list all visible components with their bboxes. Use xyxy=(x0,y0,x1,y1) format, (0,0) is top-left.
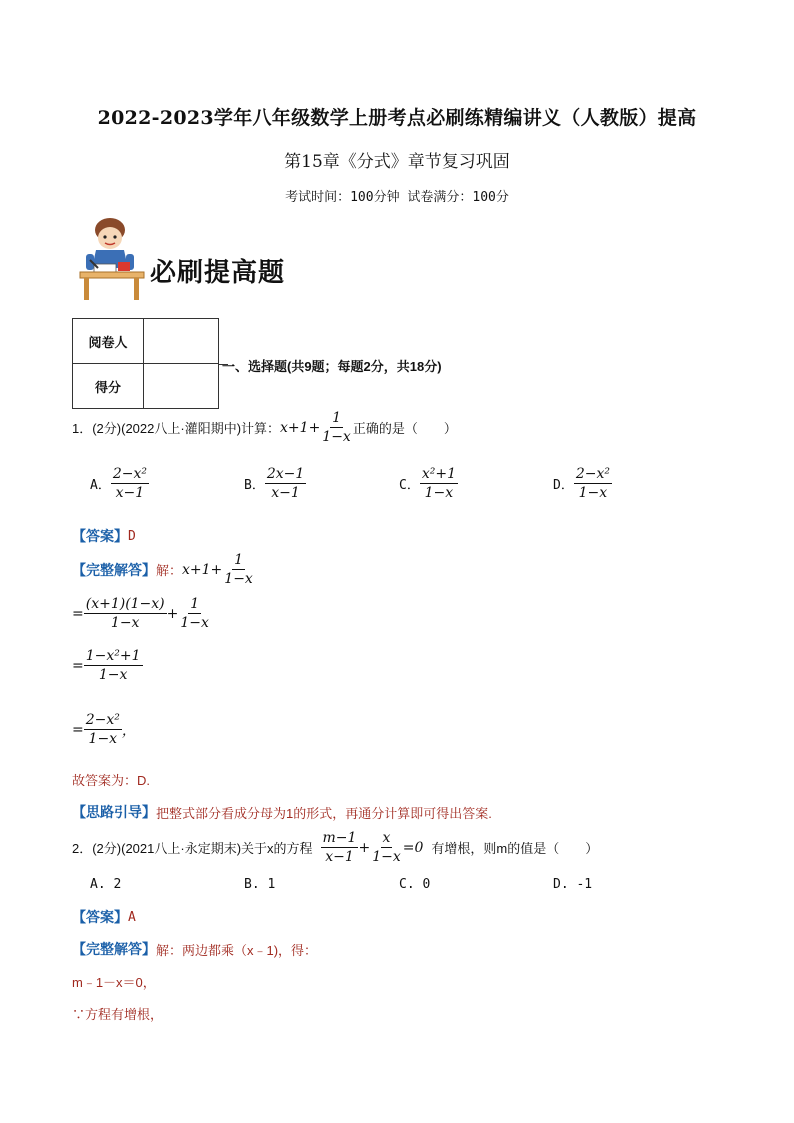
q2-suffix: 有增根，则m的值是（ ） xyxy=(431,841,599,856)
q1-step-3-eq: = xyxy=(72,721,84,738)
q1-sol-expr-lead: x+1+ xyxy=(182,561,223,578)
q1-sol-expr-num: 1 xyxy=(234,552,244,568)
q1-suffix: 正确的是（ ） xyxy=(352,421,457,436)
q1-step-3-frac xyxy=(84,712,122,747)
q1-hint-row xyxy=(72,802,492,822)
q1-hint: 把整式部分看成分母为1的形式，再通分计算即可得出答案. xyxy=(156,805,492,821)
q2-frac-2 xyxy=(370,830,403,865)
reviewer-label: 阅卷人 xyxy=(73,319,144,364)
q1-step-2 xyxy=(72,648,143,683)
q1-option-b-fraction xyxy=(265,466,306,501)
q2-frac-1-den: x−1 xyxy=(325,849,354,865)
q1-step-1-b-num: 1 xyxy=(190,596,200,612)
student-at-desk-icon xyxy=(74,214,148,302)
q1-option-a-num: 2−x² xyxy=(112,466,147,482)
chapter-title: 第15章《分式》章节复习巩固 xyxy=(284,152,510,172)
q1-solution-row xyxy=(72,552,255,587)
question-2-stem xyxy=(72,830,598,865)
q1-step-2-eq: = xyxy=(72,657,84,674)
q1-expr-num: 1 xyxy=(332,410,342,426)
q1-step-1-a-den: 1−x xyxy=(110,615,140,631)
q1-step-1-plus: + xyxy=(166,605,179,622)
q2-option-c[interactable]: C. 0 xyxy=(399,877,431,892)
q1-option-a-letter: A． xyxy=(90,478,111,493)
q2-plus: + xyxy=(358,839,371,856)
q1-step-3-den: 1−x xyxy=(88,731,118,747)
exam-info: 考试时间：100分钟 试卷满分：100分 xyxy=(285,190,509,205)
q1-option-c-num: x²+1 xyxy=(421,466,456,482)
q2-solution-line-1: 解：两边都乘（x﹣1)，得： xyxy=(156,942,318,958)
document-title: 2022-2023学年八年级数学上册考点必刷练精编讲义（人教版）提高 xyxy=(97,107,697,129)
q2-answer-row xyxy=(72,907,136,927)
q1-step-2-den: 1−x xyxy=(98,667,128,683)
q2-solution-tag: 【完整解答】 xyxy=(72,941,156,957)
q1-expr-lead: x+1+ xyxy=(280,419,321,436)
q2-eq-zero: =0 xyxy=(402,839,424,856)
q2-option-b[interactable]: B. 1 xyxy=(244,877,276,892)
q2-answer: A xyxy=(128,909,136,925)
q1-step-3-num: 2−x² xyxy=(85,712,120,728)
score-label: 得分 xyxy=(73,364,144,409)
q1-option-d-num: 2−x² xyxy=(575,466,610,482)
q2-option-d[interactable]: D. -1 xyxy=(553,877,593,892)
q1-sol-expr-fraction xyxy=(222,552,255,587)
q1-expr-fraction xyxy=(320,410,353,445)
q1-option-c[interactable] xyxy=(399,466,458,501)
q1-step-3-comma: ， xyxy=(121,722,136,739)
q1-step-1-frac-b xyxy=(178,596,211,631)
q1-option-c-fraction xyxy=(420,466,458,501)
q1-answer-tag: 【答案】 xyxy=(72,528,128,544)
q2-frac-2-den: 1−x xyxy=(372,849,401,865)
q1-answer: D xyxy=(128,528,136,544)
q1-prefix: 1．(2分)(2022八上·灌阳期中)计算： xyxy=(72,421,281,436)
q1-option-c-den: 1−x xyxy=(424,485,454,501)
q1-step-2-num: 1−x²+1 xyxy=(85,648,141,664)
q1-option-a-fraction xyxy=(111,466,149,501)
q1-step-1-a-num: (x+1)(1−x) xyxy=(85,596,165,612)
q1-conclusion: 故答案为：D. xyxy=(72,773,151,788)
q1-option-b[interactable] xyxy=(244,466,306,501)
q1-option-a-den: x−1 xyxy=(115,485,145,501)
q1-step-1 xyxy=(72,596,211,631)
score-cell xyxy=(144,364,219,409)
q1-option-d-fraction xyxy=(574,466,612,501)
q1-sol-expr-den: 1−x xyxy=(224,571,253,587)
q1-option-b-num: 2x−1 xyxy=(266,466,305,482)
q2-solution-row xyxy=(72,939,317,959)
section-heading: 一、选择题(共9题；每题2分，共18分) xyxy=(222,359,442,374)
q1-solution-lead: 解： xyxy=(156,563,183,578)
q1-option-d-letter: D． xyxy=(553,478,574,493)
q1-option-d-den: 1−x xyxy=(578,485,608,501)
q1-option-c-letter: C． xyxy=(399,478,420,493)
q1-step-1-eq: = xyxy=(72,605,84,622)
q2-solution-line-3: ∵方程有增根， xyxy=(72,1007,164,1022)
q1-expr-den: 1−x xyxy=(322,429,351,445)
q1-step-3 xyxy=(72,712,136,747)
banner-title: 必刷提高题 xyxy=(150,258,286,288)
q1-option-b-den: x−1 xyxy=(271,485,300,501)
q1-step-2-frac xyxy=(84,648,143,683)
q2-prefix: 2．(2分)(2021八上·永定期末)关于x的方程 xyxy=(72,841,313,856)
question-1-stem xyxy=(72,410,457,445)
q1-step-1-b-den: 1−x xyxy=(180,615,209,631)
q2-frac-1 xyxy=(321,830,359,865)
q2-frac-2-num: x xyxy=(382,830,391,846)
q2-option-a[interactable]: A. 2 xyxy=(90,877,122,892)
q1-answer-row xyxy=(72,526,136,546)
q2-answer-tag: 【答案】 xyxy=(72,909,128,925)
reviewer-cell xyxy=(144,319,219,364)
q1-option-b-letter: B． xyxy=(244,478,265,493)
q2-solution-line-2: m﹣1－x＝0， xyxy=(72,975,156,990)
q1-step-1-frac-a xyxy=(84,596,167,631)
q1-solution-tag: 【完整解答】 xyxy=(72,561,156,578)
q1-option-a[interactable] xyxy=(90,466,149,501)
scorer-table xyxy=(72,318,219,409)
q1-hint-tag: 【思路引导】 xyxy=(72,804,156,820)
q1-option-d[interactable] xyxy=(553,466,612,501)
q2-frac-1-num: m−1 xyxy=(322,830,357,846)
